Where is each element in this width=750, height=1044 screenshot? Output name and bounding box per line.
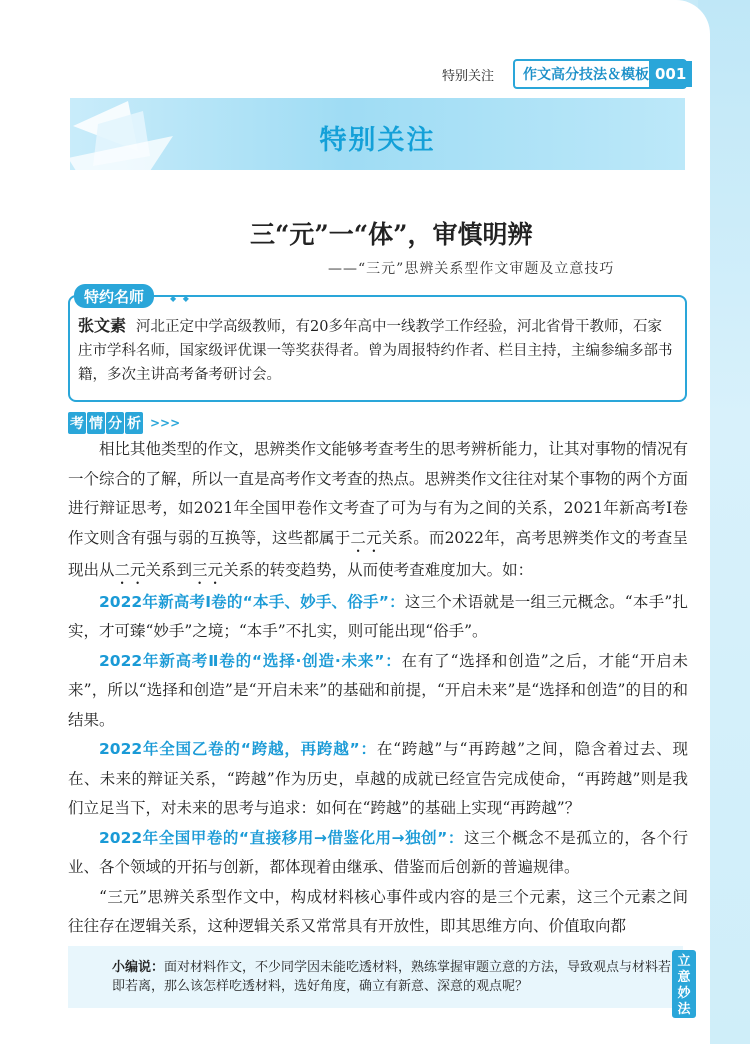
section-char: 情 (87, 412, 105, 434)
section-arrows: >>> (150, 416, 181, 430)
paragraph: 2022年全国乙卷的“跨越，再跨越”：在“跨越”与“再跨越”之间，隐含着过去、现在、未来的辩证关系，“跨越”作为历史，卓越的成就已经宣告完成使命，“再跨越”则是我们立足当下，对未来的思考与追求：如何在“跨越”的基础上实现“再跨越”？ (68, 740, 688, 817)
section-label (68, 412, 180, 434)
teacher-name: 张文素 (78, 316, 127, 335)
side-tab-label: 立 意 妙 法 (677, 954, 691, 1017)
teacher-tag: 特约名师 (74, 284, 154, 308)
teacher-intro (78, 314, 676, 387)
exam-topic-highlight: 2022年新高考Ⅱ卷的“选择·创造·未来”： (99, 651, 402, 670)
paragraph: “三元”思辨关系型作文中，构成材料核心事件或内容的是三个元素，这三个元素之间往往存在逻辑关系，这种逻辑关系又常常具有开放性，即其思维方向、价值取向都 (68, 887, 688, 935)
exam-topic-highlight: 2022年新高考Ⅰ卷的“本手、妙手、俗手”： (99, 592, 405, 611)
header-book-title: 作文高分技法＆模板 (523, 67, 649, 83)
paragraph: 2022年新高考Ⅱ卷的“选择·创造·未来”：在有了“选择和创造”之后，才能“开启未来”，所以“选择和创造”是“开启未来”的基础和前提，“开启未来”是“选择和创造”的目的和结果。 (68, 651, 688, 729)
editor-note-label: 小编说： (112, 960, 165, 975)
section-char: 考 (68, 412, 86, 434)
article-body (68, 435, 688, 942)
paragraph: 2022年新高考Ⅰ卷的“本手、妙手、俗手”：这三个术语就是一组三元概念。“本手”扎实，才可臻“妙手”之境；“本手”不扎实，则可能出现“俗手”。 (68, 592, 688, 640)
page-number: 001 (649, 61, 692, 87)
editor-note-text: 面对材料作文，不少同学因未能吃透材料，熟练掌握审题立意的方法，导致观点与材料若即若离，那么该怎样吃透材料，选好角度，确立有新意、深意的观点呢？ (112, 960, 672, 994)
section-char: 分 (106, 412, 124, 434)
header-box (513, 59, 687, 89)
banner-title: 特别关注 (319, 125, 436, 156)
emphasis-text: 二元 (350, 528, 382, 547)
side-tab (672, 950, 696, 1018)
exam-topic-highlight: 2022年全国乙卷的“跨越，再跨越”： (99, 740, 377, 758)
section-char: 析 (125, 412, 143, 434)
emphasis-text: 二元 (114, 560, 146, 579)
paragraph: 相比其他类型的作文，思辨类作文能够考查考生的思考辨析能力，让其对事物的情况有一个综合的了解，所以一直是高考作文考查的热点。思辨类作文往往对某个事物的两个方面进行辩证思考，如2021年全国甲卷作文考查了可为与有为之间的关系，2021年新高考Ⅰ卷作文则含有强与弱的互换等，这些都属于二元关系。而2022年，高考思辨类作文的考查呈现出从二元关系到三元关系的转变趋势，从而使考查难度加大。如： (68, 440, 689, 579)
exam-topic-highlight: 2022年全国甲卷的“直接移用→借鉴化用→独创”： (99, 828, 464, 847)
header-section-label: 特别关注 (442, 69, 495, 84)
article-title: 三“元”一“体”，审慎明辨 (250, 220, 533, 249)
article-subtitle: ——“三元”思辨关系型作文审题及立意技巧 (328, 261, 615, 277)
paragraph: 2022年全国甲卷的“直接移用→借鉴化用→独创”：这三个概念不是孤立的，各个行业、各个领域的开拓与创新，都体现着由继承、借鉴而后创新的普遍规律。 (68, 828, 688, 876)
emphasis-text: 三元 (192, 560, 224, 579)
editor-note (112, 958, 672, 996)
decor-dots: ◆ ◆ (170, 294, 191, 303)
teacher-bio: 河北正定中学高级教师，有20多年高中一线教学工作经验，河北省骨干教师，石家庄市学科名师，国家级评优课一等奖获得者。曾为周报特约作者、栏目主持，主编参编多部书籍，多次主讲高考备考研讨会。 (78, 319, 673, 383)
